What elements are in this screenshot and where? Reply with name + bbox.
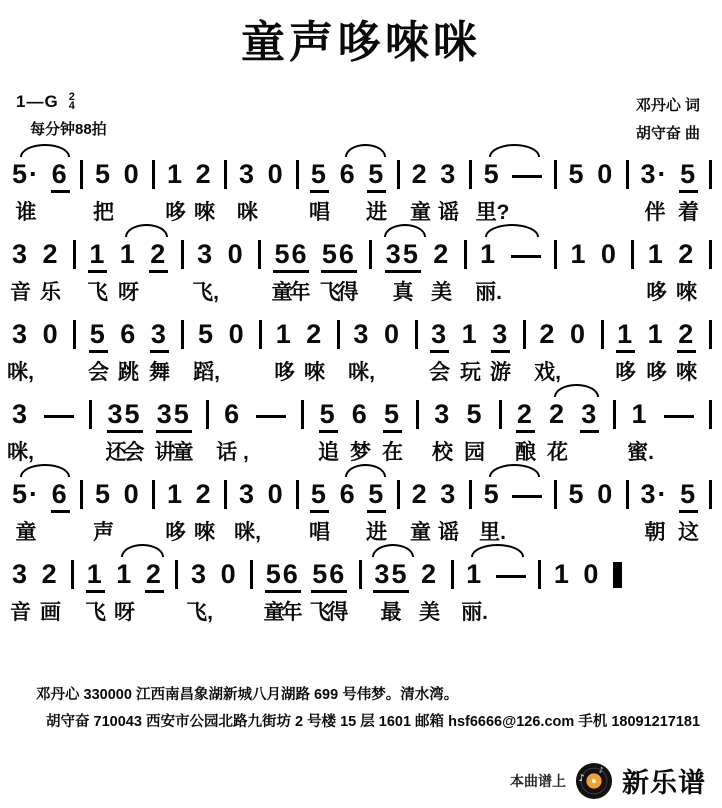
lyric-syllable: 音 [10, 281, 31, 304]
lyric-syllable: 哆 [615, 361, 636, 384]
note-dash [496, 575, 526, 578]
note: 56 [312, 559, 347, 589]
note: 3 [353, 319, 371, 349]
lyric-syllable: 咪 [237, 201, 258, 224]
note: 0 [228, 319, 246, 349]
lyricist-address: 邓丹心 330000 江西南昌象湖新城八月湖路 699 号伟梦。清水湾。 [36, 687, 459, 703]
lyric-syllable: 飞 [87, 281, 108, 304]
lyric-syllable: 唻 [676, 281, 697, 304]
note: 2 [549, 399, 567, 429]
lyric-syllable: 唻 [194, 521, 215, 544]
barline [469, 160, 472, 189]
lyric-syllable: 花 [547, 441, 568, 464]
note: 2 [145, 559, 163, 589]
lyric-syllable: 美 [419, 601, 440, 624]
lyric-row [12, 590, 712, 622]
lyric-syllable: 会 [88, 361, 109, 384]
lyric-syllable: 飞, [192, 281, 219, 304]
lyric-syllable: 里? [475, 201, 510, 224]
lyric-syllable: 追 [318, 441, 339, 464]
lyric-syllable: 童 [172, 441, 194, 464]
note: 3 [197, 239, 215, 269]
lyric-syllable: 丽. [461, 601, 488, 624]
note: 0 [267, 159, 285, 189]
note: 0 [600, 239, 618, 269]
lyric-syllable: 谣 [438, 201, 459, 224]
lyric-syllable: 飞 [319, 281, 341, 304]
lyric-syllable: 伴 [644, 201, 666, 224]
lyric-syllable: 飞 [85, 601, 106, 624]
note: 2 [42, 239, 60, 269]
system-5 [12, 462, 712, 542]
note: 2 [306, 319, 324, 349]
note: 1 [570, 239, 588, 269]
system-2 [12, 222, 712, 302]
barline [152, 480, 155, 509]
barline [224, 480, 227, 509]
note: 0 [42, 319, 60, 349]
lyric-syllable: 哆 [646, 281, 667, 304]
barline [631, 240, 634, 269]
barline [301, 400, 304, 429]
note: 3 [190, 559, 209, 589]
lyric-syllable: 咪, [234, 521, 261, 544]
note: 3 [581, 399, 599, 429]
note: 5 [319, 399, 337, 429]
system-3 [7, 302, 712, 384]
barline [464, 240, 467, 269]
barline [538, 560, 541, 589]
note: 3 [440, 479, 458, 509]
svg-text:♪: ♪ [598, 764, 604, 774]
slur-arc [489, 464, 540, 477]
barline [80, 480, 83, 509]
barline [206, 400, 209, 429]
lyric-syllable: 蹈, [193, 361, 220, 384]
barline [709, 160, 712, 189]
note: 5 [466, 399, 484, 429]
barline [709, 320, 712, 349]
lyric-syllable: 童 [271, 281, 293, 304]
note: 3· [640, 159, 669, 189]
lyric-syllable: 进 [366, 201, 387, 224]
note: 2 [150, 239, 168, 269]
lyric-syllable: 酿 [515, 441, 536, 464]
lyric-syllable: 唻 [194, 201, 215, 224]
lyric-syllable: 乐 [40, 281, 61, 304]
note: 5 [368, 159, 386, 189]
note: 6 [339, 159, 357, 189]
score [7, 142, 712, 624]
lyric-syllable: 谁 [15, 201, 37, 224]
slur-arc [20, 144, 69, 157]
note: 3 [492, 319, 510, 349]
lyric-syllable: 还 [105, 441, 127, 464]
lyric-syllable: 唻 [676, 361, 697, 384]
note: 35 [385, 239, 420, 269]
note: 56 [274, 239, 309, 269]
lyric-syllable: 飞 [309, 601, 331, 624]
note: 2 [678, 319, 696, 349]
note: 2 [411, 479, 429, 509]
barline [369, 240, 372, 269]
note-row [12, 382, 712, 430]
note: 6 [51, 159, 69, 189]
note-dash [664, 415, 694, 418]
note: 1 [480, 239, 498, 269]
note: 2 [195, 479, 213, 509]
lyric-syllable: 飞, [186, 601, 213, 624]
barline [554, 160, 557, 189]
lyric-syllable: 进 [366, 521, 387, 544]
time-signature-top: 2 [68, 91, 75, 103]
lyric-syllable: 得 [327, 601, 349, 624]
note-row [12, 302, 712, 350]
lyric-syllable: 朝 [644, 521, 666, 544]
lyric-syllable: 唻 [304, 361, 325, 384]
key-tempo-block [16, 92, 107, 139]
barline [626, 480, 629, 509]
note: 1 [466, 559, 484, 589]
slur-arc [489, 144, 540, 157]
note: 6 [351, 399, 369, 429]
note: 0 [383, 319, 401, 349]
site-brand [510, 761, 706, 800]
lyricist-credit: 邓丹心 词 [635, 97, 700, 114]
slur-arc [345, 144, 386, 157]
slur-arc [20, 464, 69, 477]
lyric-syllable: 校 [432, 441, 453, 464]
note: 5 [680, 479, 698, 509]
note: 3 [12, 239, 30, 269]
lyric-syllable: 园 [464, 441, 485, 464]
slur-arc [554, 384, 599, 397]
contact-footer [36, 682, 700, 736]
lyric-row [12, 270, 712, 302]
note: 2 [41, 559, 59, 589]
note: 2 [411, 159, 429, 189]
note: 2 [421, 559, 439, 589]
lyric-syllable: 咪, [7, 441, 34, 464]
note: 1 [647, 239, 665, 269]
note: 3 [238, 159, 256, 189]
note: 1 [166, 479, 184, 509]
barline [523, 320, 526, 349]
lyric-syllable: 音 [10, 601, 31, 624]
svg-text:♪: ♪ [578, 772, 585, 784]
note-dash [512, 495, 542, 498]
note: 1 [89, 239, 107, 269]
note: 0 [267, 479, 285, 509]
barline [296, 160, 299, 189]
system-4 [7, 382, 712, 464]
lyric-row [12, 190, 712, 222]
lyric-syllable: 戏, [534, 361, 561, 384]
barline [554, 240, 557, 269]
lyric-syllable: 童 [410, 521, 431, 544]
barline [181, 240, 184, 269]
note: 6 [120, 319, 138, 349]
lyric-syllable: 梦 [350, 441, 371, 464]
note: 0 [597, 159, 615, 189]
note: 5 [368, 479, 386, 509]
system-1 [12, 142, 712, 222]
note-row [12, 142, 712, 190]
barline [469, 480, 472, 509]
lyric-syllable: 咪, [7, 361, 34, 384]
barline [259, 320, 262, 349]
lyric-syllable: 哆 [646, 361, 667, 384]
barline [258, 240, 261, 269]
barline [80, 160, 83, 189]
note: 3 [434, 399, 452, 429]
lyric-syllable: 唱 [309, 201, 330, 224]
time-signature [69, 93, 75, 111]
vinyl-record-icon [575, 762, 613, 800]
note: 0 [597, 479, 615, 509]
barline [71, 560, 74, 589]
lyric-syllable: 里. [479, 521, 506, 544]
note: 1 [275, 319, 293, 349]
system-6 [12, 542, 712, 622]
lyric-syllable: 把 [93, 201, 114, 224]
note: 5 [680, 159, 698, 189]
note-row [12, 222, 712, 270]
song-title: 童声哆唻咪 [241, 18, 481, 67]
note: 35 [156, 399, 191, 429]
slur-arc [485, 224, 539, 237]
note: 5· [12, 159, 41, 189]
note: 5 [94, 479, 112, 509]
lyric-syllable: 呀 [118, 281, 139, 304]
lyric-syllable: 丽. [475, 281, 502, 304]
lyric-syllable: 呀 [114, 601, 135, 624]
note: 1 [86, 559, 104, 589]
note: 3 [12, 559, 30, 589]
lyric-syllable: 美 [431, 281, 452, 304]
barline [416, 400, 419, 429]
barline [152, 160, 155, 189]
lyric-row [7, 430, 712, 464]
barline [415, 320, 418, 349]
note: 35 [374, 559, 409, 589]
brand-prefix-text: 本曲谱上 [510, 772, 566, 789]
time-signature-bottom: 4 [68, 100, 75, 112]
slur-arc [471, 544, 524, 557]
note-dash [44, 415, 74, 418]
barline [337, 320, 340, 349]
note: 5 [568, 479, 586, 509]
lyric-syllable: 话 , [216, 441, 249, 464]
lyric-syllable: 会 [123, 441, 145, 464]
barline [175, 560, 178, 589]
lyric-syllable: 谣 [438, 521, 459, 544]
note: 5 [310, 479, 328, 509]
note: 2 [539, 319, 557, 349]
note: 1 [119, 239, 137, 269]
note: 56 [321, 239, 356, 269]
lyric-syllable: 童 [15, 521, 37, 544]
lyric-syllable: 讲 [154, 441, 176, 464]
note: 3· [640, 479, 669, 509]
barline [709, 480, 712, 509]
note: 0 [227, 239, 245, 269]
note: 1 [647, 319, 665, 349]
barline [499, 400, 502, 429]
note: 5 [483, 159, 501, 189]
note: 0 [569, 319, 587, 349]
note: 35 [107, 399, 142, 429]
credits-block [636, 92, 700, 148]
note: 1 [553, 559, 571, 589]
tempo-marking: 每分钟88拍 [30, 121, 107, 138]
lyric-syllable: 哆 [165, 521, 186, 544]
note: 5 [197, 319, 216, 349]
barline [397, 480, 400, 509]
note-dash [256, 415, 286, 418]
note-row [12, 542, 622, 590]
lyric-syllable: 童 [410, 201, 431, 224]
note: 2 [678, 239, 696, 269]
note: 0 [123, 159, 141, 189]
lyric-syllable: 跳 [118, 361, 139, 384]
slur-arc [372, 544, 414, 557]
note: 0 [123, 479, 141, 509]
barline [709, 240, 712, 269]
note: 3 [440, 159, 458, 189]
note: 6 [339, 479, 357, 509]
barline [709, 400, 712, 429]
barline [296, 480, 299, 509]
barline [250, 560, 253, 589]
barline [397, 160, 400, 189]
note: 2 [195, 159, 213, 189]
note: 3 [431, 319, 449, 349]
note-row [12, 462, 712, 510]
note: 56 [265, 559, 300, 589]
composer-credit: 胡守奋 曲 [635, 125, 700, 142]
barline [73, 240, 76, 269]
lyric-row [7, 350, 712, 384]
note: 5 [383, 399, 401, 429]
barline [626, 160, 629, 189]
key-text: 1—G [16, 92, 59, 111]
lyric-row [12, 510, 712, 542]
barline [359, 560, 362, 589]
barline [73, 320, 76, 349]
lyric-syllable: 会 [429, 361, 450, 384]
note: 6 [224, 399, 242, 429]
lyric-syllable: 年 [281, 601, 303, 624]
slur-arc [384, 224, 426, 237]
note: 3 [150, 319, 168, 349]
lyric-syllable: 童 [263, 601, 285, 624]
barline [89, 400, 92, 429]
note: 3 [12, 399, 30, 429]
barline [554, 480, 557, 509]
composer-address: 胡守奋 710043 西安市公园北路九街坊 2 号楼 15 层 1601 邮箱 hsf6666@126.com 手机 18091217181 [46, 714, 701, 730]
note: 5· [12, 479, 41, 509]
lyric-syllable: 游 [490, 361, 511, 384]
note: 6 [51, 479, 69, 509]
lyric-syllable: 年 [289, 281, 311, 304]
note-dash [511, 255, 541, 258]
lyric-syllable: 舞 [149, 361, 170, 384]
lyric-syllable: 玩 [460, 361, 481, 384]
lyric-syllable: 这 [678, 521, 699, 544]
note: 5 [94, 159, 112, 189]
lyric-syllable: 唱 [309, 521, 330, 544]
note: 2 [433, 239, 451, 269]
note-dash [512, 175, 542, 178]
note: 5 [568, 159, 586, 189]
note: 0 [583, 559, 601, 589]
note: 3 [238, 479, 256, 509]
barline [181, 320, 184, 349]
lyric-syllable: 声 [93, 521, 114, 544]
note: 1 [461, 319, 479, 349]
note: 5 [89, 319, 107, 349]
lyric-syllable: 哆 [274, 361, 295, 384]
note: 5 [310, 159, 328, 189]
note: 1 [617, 319, 635, 349]
note: 1 [631, 399, 649, 429]
slur-arc [345, 464, 386, 477]
lyric-syllable: 蜜. [627, 441, 654, 464]
barline [613, 400, 616, 429]
lyric-syllable: 着 [678, 201, 699, 224]
slur-arc [121, 544, 164, 557]
lyric-syllable: 在 [382, 441, 403, 464]
lyric-syllable: 咪, [348, 361, 375, 384]
lyric-syllable: 哆 [165, 201, 186, 224]
note: 5 [483, 479, 501, 509]
note: 0 [220, 559, 238, 589]
final-barline [613, 562, 622, 588]
lyric-syllable: 画 [40, 601, 61, 624]
note: 2 [516, 399, 534, 429]
note: 1 [166, 159, 184, 189]
barline [224, 160, 227, 189]
brand-logo-text: 新乐谱 [622, 768, 706, 798]
lyric-syllable: 得 [337, 281, 359, 304]
note: 3 [12, 319, 30, 349]
lyric-syllable: 最 [380, 601, 402, 624]
key-signature [16, 92, 107, 112]
barline [451, 560, 454, 589]
barline [601, 320, 604, 349]
note: 1 [116, 559, 134, 589]
lyric-syllable: 真 [392, 281, 414, 304]
slur-arc [125, 224, 168, 237]
